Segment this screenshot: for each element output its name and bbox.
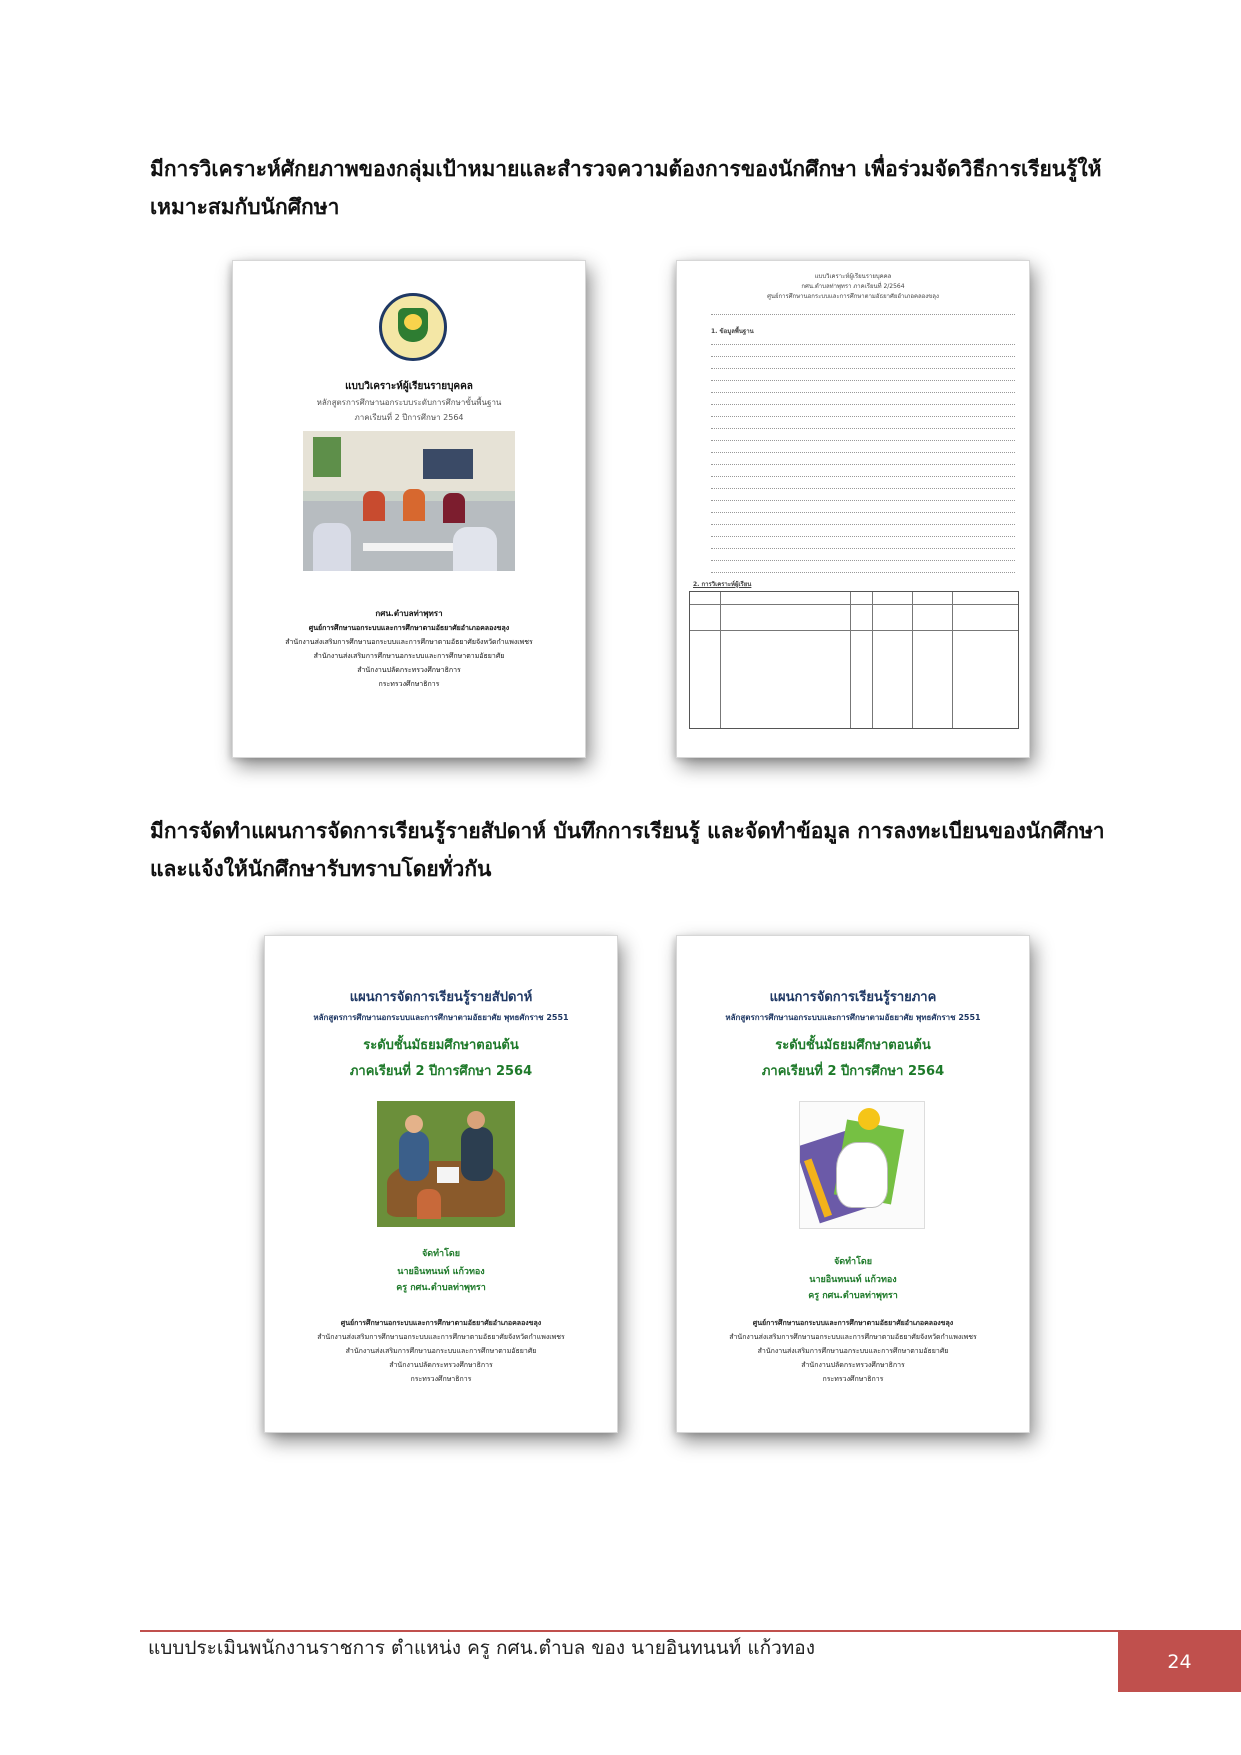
org-line: สำนักงานปลัดกระทรวงศึกษาธิการ [389, 1361, 493, 1369]
org-line: กระทรวงศึกษาธิการ [410, 1375, 472, 1383]
author-name: นายอินทนนท์ แก้วทอง [397, 1267, 485, 1277]
doc-term: ภาคเรียนที่ 2 ปีการศึกษา 2564 [761, 1064, 945, 1079]
footer-divider [140, 1630, 1241, 1632]
form-heading: แบบวิเคราะห์ผู้เรียนรายบุคคล [814, 273, 892, 280]
paragraph-line: มีการจัดทำแผนการจัดการเรียนรู้รายสัปดาห์ บันทึกการเรียนรู้ และจัดทำข้อมูล การลงทะเบียนของนักศึกษา [150, 819, 1105, 843]
semester-plan-cover [676, 935, 1030, 1433]
org-line: ศูนย์การศึกษานอกระบบและการศึกษาตามอัธยาศัยอำเภอคลองขลุง [340, 1319, 542, 1327]
org-line: สำนักงานปลัดกระทรวงศึกษาธิการ [801, 1361, 905, 1369]
org-line: สำนักงานส่งเสริมการศึกษานอกระบบและการศึกษาตามอัธยาศัย [757, 1347, 949, 1355]
doc-title: แผนการจัดการเรียนรู้รายภาค [769, 990, 937, 1005]
doc-curriculum: หลักสูตรการศึกษานอกระบบและการศึกษาตามอัธยาศัย พุทธศักราช 2551 [725, 1013, 981, 1022]
author-position: ครู กศน.ตำบลท่าพุทรา [808, 1291, 898, 1301]
form-section-heading: 2. การวิเคราะห์ผู้เรียน [693, 581, 752, 588]
paragraph-line: และแจ้งให้นักศึกษารับทราบโดยทั่วกัน [150, 857, 492, 881]
footer-text: แบบประเมินพนักงานราชการ ตำแหน่ง ครู กศน.ตำบล ของ นายอินทนนท์ แก้วทอง [148, 1637, 815, 1659]
org-line: สำนักงานส่งเสริมการศึกษานอกระบบและการศึกษาตามอัธยาศัย [313, 652, 505, 660]
org-line: กระทรวงศึกษาธิการ [378, 680, 440, 688]
prepared-by-label: จัดทำโดย [421, 1249, 461, 1259]
analysis-table [689, 591, 1019, 729]
form-section-heading: 1. ข้อมูลพื้นฐาน [711, 328, 754, 335]
org-line: กศน.ตำบลท่าพุทรา [375, 609, 443, 618]
doc-title: แผนการจัดการเรียนรู้รายสัปดาห์ [349, 990, 533, 1005]
doc-term: ภาคเรียนที่ 2 ปีการศึกษา 2564 [349, 1064, 533, 1079]
org-line: สำนักงานส่งเสริมการศึกษานอกระบบและการศึกษาตามอัธยาศัย [345, 1347, 537, 1355]
org-line: ศูนย์การศึกษานอกระบบและการศึกษาตามอัธยาศัยอำเภอคลองขลุง [752, 1319, 954, 1327]
org-line: ศูนย์การศึกษานอกระบบและการศึกษาตามอัธยาศัยอำเภอคลองขลุง [308, 624, 510, 632]
org-line: สำนักงานส่งเสริมการศึกษานอกระบบและการศึกษาตามอัธยาศัยจังหวัดกำแพงเพชร [729, 1333, 977, 1341]
doc-level: ระดับชั้นมัธยมศึกษาตอนต้น [775, 1038, 931, 1053]
doc-term: ภาคเรียนที่ 2 ปีการศึกษา 2564 [354, 413, 464, 422]
org-line: กระทรวงศึกษาธิการ [822, 1375, 884, 1383]
meeting-clipart [377, 1101, 515, 1227]
paragraph-line: เหมาะสมกับนักศึกษา [150, 195, 340, 219]
author-name: นายอินทนนท์ แก้วทอง [809, 1275, 897, 1285]
author-position: ครู กศน.ตำบลท่าพุทรา [396, 1283, 486, 1293]
weekly-plan-cover [264, 935, 618, 1433]
doc-curriculum: หลักสูตรการศึกษานอกระบบและการศึกษาตามอัธยาศัย พุทธศักราช 2551 [313, 1013, 569, 1022]
paragraph-analysis [150, 150, 1110, 226]
page-number: 24 [1118, 1632, 1241, 1692]
paragraph-planning [150, 812, 1110, 888]
prepared-by-label: จัดทำโดย [833, 1257, 873, 1267]
paragraph-line: มีการวิเคราะห์ศักยภาพของกลุ่มเป้าหมายและสำรวจความต้องการของนักศึกษา เพื่อร่วมจัดวิธีการเรียนรู้ให้ [150, 157, 1102, 181]
classroom-photo [303, 431, 515, 571]
doc-subtitle: หลักสูตรการศึกษานอกระบบระดับการศึกษาขั้นพื้นฐาน [316, 398, 502, 407]
school-emblem [379, 293, 447, 361]
tooth-clipart [799, 1101, 925, 1229]
doc-level: ระดับชั้นมัธยมศึกษาตอนต้น [363, 1038, 519, 1053]
org-line: สำนักงานส่งเสริมการศึกษานอกระบบและการศึกษาตามอัธยาศัยจังหวัดกำแพงเพชร [317, 1333, 565, 1341]
form-heading: ศูนย์การศึกษานอกระบบและการศึกษาตามอัธยาศัยอำเภอคลองขลุง [767, 293, 939, 300]
org-line: สำนักงานส่งเสริมการศึกษานอกระบบและการศึกษาตามอัธยาศัยจังหวัดกำแพงเพชร [285, 638, 533, 646]
form-heading: กศน.ตำบลท่าพุทรา ภาคเรียนที่ 2/2564 [801, 283, 905, 290]
org-line: สำนักงานปลัดกระทรวงศึกษาธิการ [357, 666, 461, 674]
learner-analysis-cover [232, 260, 586, 758]
learner-analysis-form [676, 260, 1030, 758]
doc-title: แบบวิเคราะห์ผู้เรียนรายบุคคล [345, 381, 473, 392]
